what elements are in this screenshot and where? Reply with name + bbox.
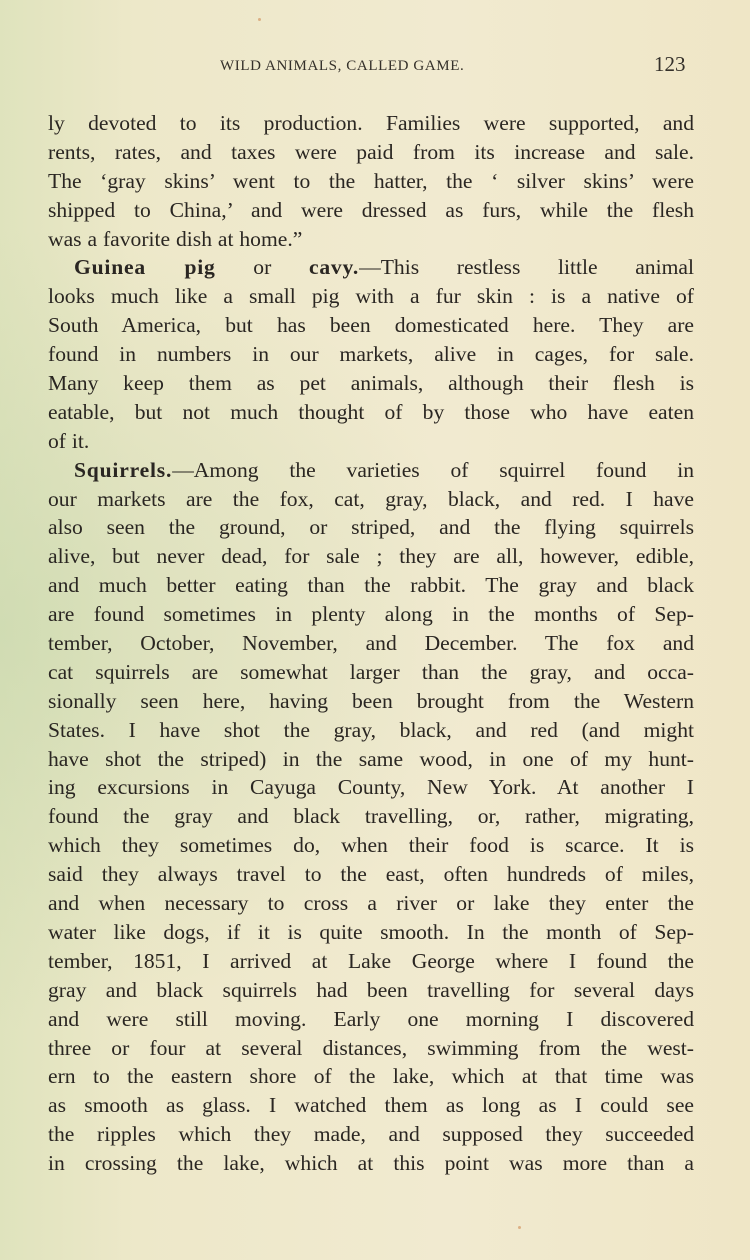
body-text [48,109,694,1178]
text-line: was a favorite dish at home.” [48,226,303,251]
text-line: States. I have shot the gray, black, and red (and might [48,717,694,742]
text-line: tember, October, November, and December. The fox and [48,631,694,656]
text-line: our markets are the fox, cat, gray, black, and red. I have [48,486,694,511]
text-line: rents, rates, and taxes were paid from its increase and sale. [48,139,694,164]
text-line: and much better eating than the rabbit. The gray and black [48,573,694,598]
heading-term-squirrels: Squirrels. [74,457,173,482]
paper-blemish [258,18,261,21]
text-line: shipped to China,’ and were dressed as furs, while the flesh [48,197,694,222]
paper-blemish [518,1226,521,1229]
paragraph-continuation [48,109,694,253]
paragraph-squirrels [48,456,694,1178]
text-line: eatable, but not much thought of by those who have eaten [48,399,694,424]
heading-term-guinea-pig: Guinea pig [74,255,216,280]
lead-line-text: —Among the varieties of squirrel found in [172,457,694,482]
text-line: gray and black squirrels had been travelling for several days [48,977,694,1002]
text-line: which they sometimes do, when their food is scarce. It is [48,833,694,858]
text-line: and were still moving. Early one morning I discovered [48,1006,694,1031]
text-line: found in numbers in our markets, alive in cages, for sale. [48,342,694,367]
text-line: ly devoted to its production. Families were supported, and [48,111,694,135]
text-line: cat squirrels are somewhat larger than the gray, and occa- [48,659,694,684]
paragraph-lead-line [48,253,694,282]
text-line: Many keep them as pet animals, although their flesh is [48,371,694,396]
text-line: also seen the ground, or striped, and the flying squirrels [48,515,694,540]
lead-line-text: —This restless little animal [359,255,694,280]
text-line: of it. [48,428,90,453]
text-line: have shot the striped) in the same wood, in one of my hunt- [48,746,694,771]
text-line: alive, but never dead, for sale ; they are all, however, edible, [48,544,694,569]
text-line: said they always travel to the east, often hundreds of miles, [48,862,694,887]
text-line: water like dogs, if it is quite smooth. In the month of Sep- [48,919,694,944]
heading-term-cavy: cavy. [308,255,360,280]
paragraph-guinea-pig [48,253,694,455]
text-line: The ‘gray skins’ went to the hatter, the ‘ silver skins’ were [48,168,694,193]
term-connector: or [215,255,309,280]
text-line: are found sometimes in plenty along in the months of Sep- [48,602,694,627]
running-head-title: WILD ANIMALS, CALLED GAME. [220,58,465,74]
text-line: as smooth as glass. I watched them as long as I could see [48,1093,694,1118]
text-line: ing excursions in Cayuga County, New York. At another I [48,775,694,800]
text-line: ern to the eastern shore of the lake, which at that time was [48,1064,694,1089]
text-line: South America, but has been domesticated here. They are [48,313,694,338]
text-line: looks much like a small pig with a fur skin : is a native of [48,284,694,309]
text-line: found the gray and black travelling, or, rather, migrating, [48,804,694,829]
text-line: the ripples which they made, and supposed they succeeded [48,1122,694,1147]
paragraph-lead-line [48,456,694,485]
page-number: 123 [654,52,686,76]
text-line: and when necessary to cross a river or lake they enter the [48,891,694,916]
text-line: tember, 1851, I arrived at Lake George where I found the [48,948,694,973]
text-line: in crossing the lake, which at this point was more than a [48,1151,694,1176]
text-line: three or four at several distances, swimming from the west- [48,1035,694,1060]
text-line: sionally seen here, having been brought from the Western [48,688,694,713]
